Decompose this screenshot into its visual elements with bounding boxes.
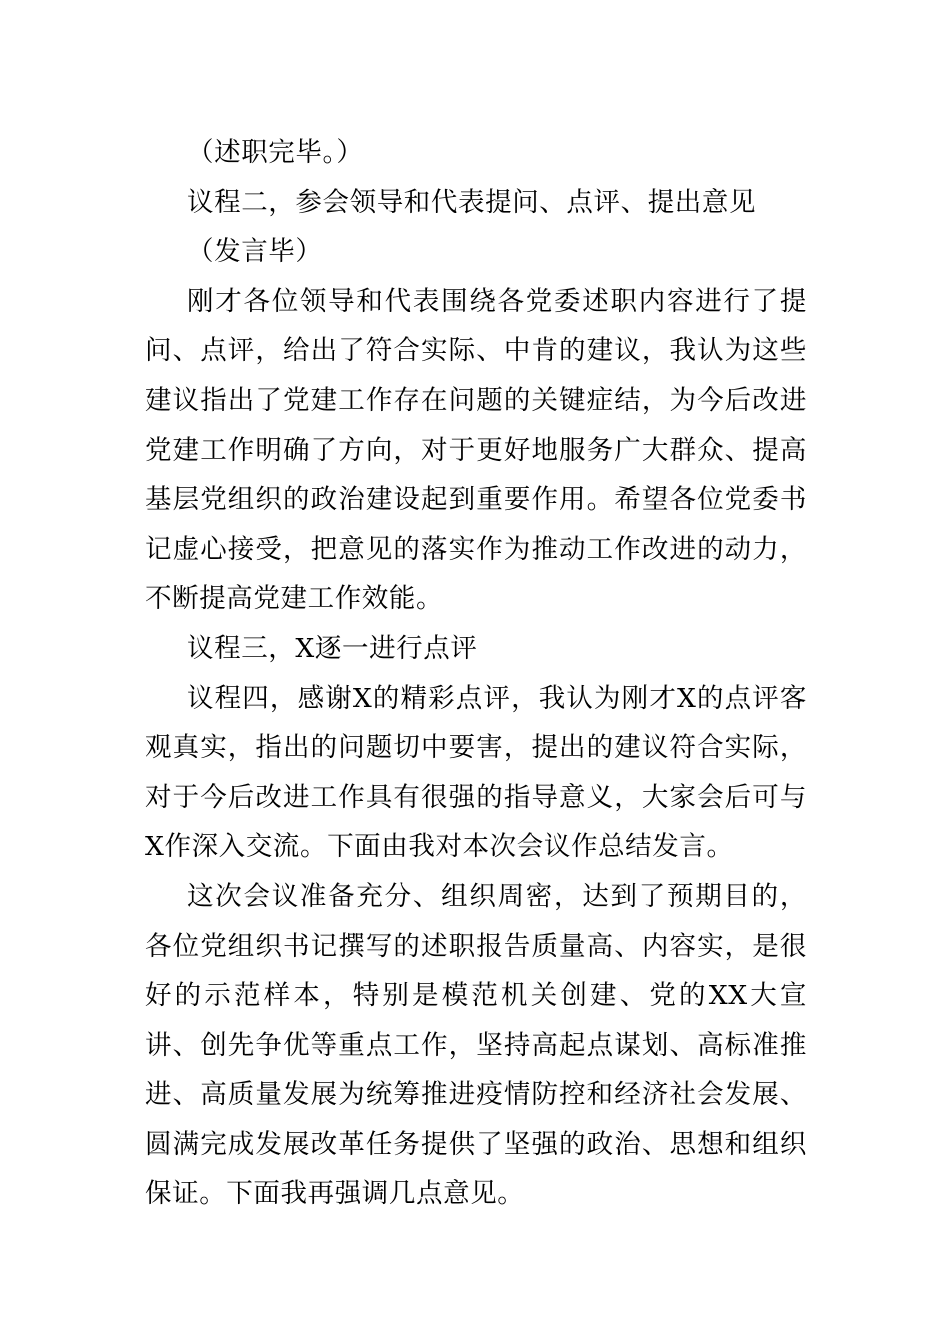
- paragraph-agenda-three: 议程三，X逐一进行点评: [187, 632, 478, 664]
- paragraph-speech-finished: （发言毕）: [187, 236, 323, 268]
- paragraph-report-finished: （述职完毕。）: [187, 137, 364, 168]
- document-body: [145, 128, 807, 1219]
- paragraph-agenda-two: 议程二，参会领导和代表提问、点评、提出意见: [187, 186, 757, 218]
- paragraph-leader-comments: 刚才各位领导和代表围绕各党委述职内容进行了提问、点评，给出了符合实际、中肯的建议，我认为这些建议指出了党建工作存在问题的关键症结，为今后改进党建工作明确了方向，对于更好地服务广大群众、提高基层党组织的政治建设起到重要作用。希望各位党委书记虚心接受，把意见的落实作为推动工作改进的动力，不断提高党建工作效能。: [145, 285, 807, 615]
- paragraph-agenda-four: 议程四，感谢X的精彩点评，我认为刚才X的点评客观真实，指出的问题切中要害，提出的建议符合实际，对于今后改进工作具有很强的指导意义，大家会后可与X作深入交流。下面由我对本次会议作总结发言。: [145, 682, 807, 863]
- paragraph-meeting-summary: 这次会议准备充分、组织周密，达到了预期目的，各位党组织书记撰写的述职报告质量高、内容实，是很好的示范样本，特别是模范机关创建、党的XX大宣讲、创先争优等重点工作，坚持高起点谋划、高标准推进、高质量发展为统筹推进疫情防控和经济社会发展、圆满完成发展改革任务提供了坚强的政治、思想和组织保证。下面我再强调几点意见。: [145, 880, 807, 1210]
